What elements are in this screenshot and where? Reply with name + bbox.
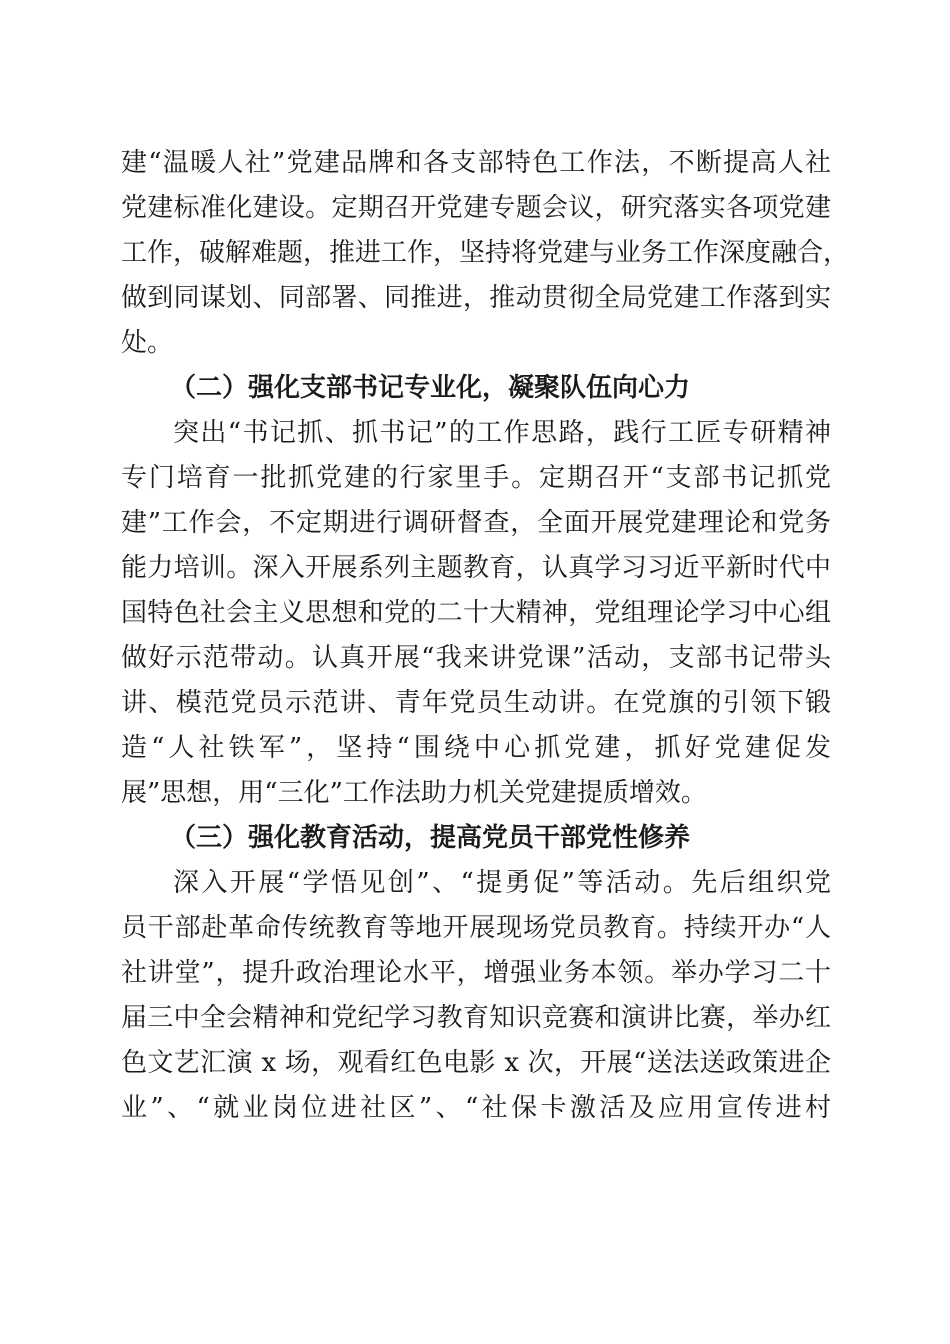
paragraph-2-line-3: 建”工作会，不定期进行调研督查，全面开展党建理论和党务: [121, 508, 831, 538]
section-heading-3: （三）强化教育活动，提高党员干部党性修养: [170, 823, 691, 853]
paragraph-2-line-6: 做好示范带动。认真开展“我来讲党课”活动，支部书记带头: [121, 643, 831, 673]
paragraph-2-line-8: 造“人社铁军”，坚持“围绕中心抓党建，抓好党建促发: [121, 733, 831, 763]
paragraph-1-line-5: 处。: [121, 328, 174, 358]
section-heading-2: （二）强化支部书记专业化，凝聚队伍向心力: [170, 373, 691, 403]
paragraph-2-line-5: 国特色社会主义思想和党的二十大精神，党组理论学习中心组: [121, 598, 831, 628]
paragraph-3-line-5: 色文艺汇演 x 场，观看红色电影 x 次，开展“送法送政策进企: [121, 1048, 831, 1078]
paragraph-1-line-3: 工作，破解难题，推进工作，坚持将党建与业务工作深度融合，: [121, 238, 850, 268]
paragraph-2-line-1: 突出“书记抓、抓书记”的工作思路，践行工匠专研精神: [173, 418, 831, 448]
paragraph-2-line-9: 展”思想，用“三化”工作法助力机关党建提质增效。: [121, 778, 707, 808]
paragraph-3-line-1: 深入开展“学悟见创”、“提勇促”等活动。先后组织党: [173, 868, 831, 898]
paragraph-1-line-4: 做到同谋划、同部署、同推进，推动贯彻全局党建工作落到实: [121, 283, 831, 313]
paragraph-2-line-2: 专门培育一批抓党建的行家里手。定期召开“支部书记抓党: [121, 463, 831, 493]
paragraph-3-line-2: 员干部赴革命传统教育等地开展现场党员教育。持续开办“人: [121, 913, 831, 943]
paragraph-2-line-4: 能力培训。深入开展系列主题教育，认真学习习近平新时代中: [121, 553, 831, 583]
paragraph-3-line-6: 业”、“就业岗位进社区”、“社保卡激活及应用宣传进村: [121, 1093, 831, 1123]
paragraph-2-line-7: 讲、模范党员示范讲、青年党员生动讲。在党旗的引领下锻: [121, 688, 831, 718]
paragraph-3-line-3: 社讲堂”，提升政治理论水平，增强业务本领。举办学习二十: [121, 958, 831, 988]
paragraph-1-line-1: 建“温暖人社”党建品牌和各支部特色工作法，不断提高人社: [121, 148, 831, 178]
paragraph-1-line-2: 党建标准化建设。定期召开党建专题会议，研究落实各项党建: [121, 193, 831, 223]
paragraph-3-line-4: 届三中全会精神和党纪学习教育知识竞赛和演讲比赛，举办红: [121, 1003, 831, 1033]
